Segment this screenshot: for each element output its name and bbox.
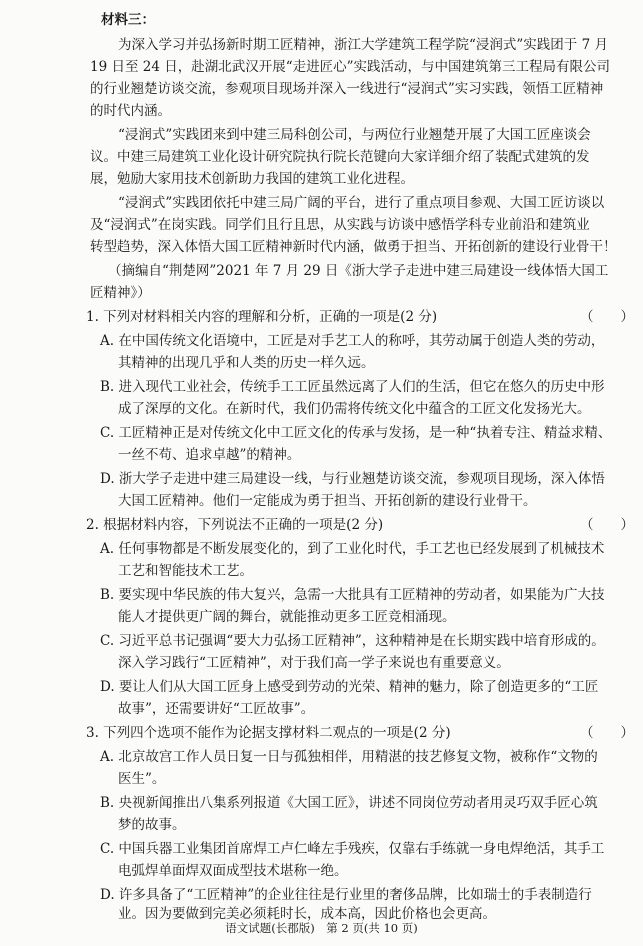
source-citation: 匠精神》）	[90, 285, 151, 301]
paragraph-line: 的行业翘楚访谈交流，参观项目现场并深入一线进行“浸润式”实习实践，领悟工匠精神	[90, 81, 604, 97]
paragraph-line: 19 日至 24 日，赴湖北武汉开展“走进匠心”实践活动，与中国建筑第三工程局有限公司	[90, 59, 611, 75]
paragraph-line: 及“浸润式”在岗实践。同学们且行且思，从实践与访谈中感悟学科专业前沿和建筑业	[90, 217, 590, 233]
option-c: C. 习近平总书记强调“要大力弘扬工匠精神”，这种精神是在长期实践中培育形成的。	[100, 633, 605, 649]
option-d: D. 要让人们从大国工匠身上感受到劳动的光荣、精神的魅力，除了创造更多的“工匠	[100, 679, 599, 695]
option-a: A. 任何事物都是不断发展变化的，到了工业化时代，手工艺也已经发展到了机械技术	[100, 541, 605, 557]
option-b: B. 要实现中华民族的伟大复兴，急需一大批具有工匠精神的劳动者，如果能为广大技	[100, 587, 605, 603]
material-heading: 材料三：	[101, 12, 155, 28]
question-3-stem: 3. 下列四个选项不能作为论据支撑材料二观点的一项是(2 分)	[86, 725, 451, 741]
option-a-cont: 其精神的出现几乎和人类的历史一样久远。	[118, 355, 375, 371]
question-2-stem: 2. 根据材料内容，下列说法不正确的一项是(2 分)	[86, 517, 384, 533]
answer-blank: （ ）	[580, 517, 634, 533]
option-d-cont: 大国工匠精神。他们一定能成为勇于担当、开拓创新的建设行业骨干。	[118, 493, 537, 509]
option-b-cont: 能人才提供更广阔的舞台，就能推动更多工匠竞相涌现。	[118, 609, 456, 625]
option-d: D. 许多具备了“工匠精神”的企业往往是行业里的奢侈品牌，比如瑞士的手表制造行	[100, 887, 592, 903]
option-d: D. 浙大学子走进中建三局建设一线，与行业翘楚访谈交流，参观项目现场，深入体悟	[100, 471, 605, 487]
option-c: C. 中国兵器工业集团首席焊工卢仁峰左手残疾，仅靠右手练就一身电焊绝活，其手工	[100, 841, 605, 857]
page-footer: 语文试题(长郡版) 第 2 页(共 10 页)	[225, 921, 418, 935]
source-citation: （摘编自“荆楚网”2021 年 7 月 29 日《浙大学子走进中建三局建设一线体悟大国工	[108, 263, 609, 279]
option-c-cont: 一丝不苟、追求卓越”的精神。	[118, 447, 301, 463]
option-a: A. 在中国传统文化语境中，工匠是对手艺工人的称呼，其劳动属于创造人类的劳动，	[100, 333, 605, 349]
option-c-cont: 电弧焊单面焊双面成型技术堪称一绝。	[118, 863, 348, 879]
option-b: B. 进入现代工业社会，传统手工工匠虽然远离了人们的生活，但它在悠久的历史中形	[100, 379, 605, 395]
option-b-cont: 梦的故事。	[118, 817, 186, 833]
paragraph-line: “浸润式”实践团依托中建三局广阔的平台，进行了重点项目参观、大国工匠访谈以	[118, 195, 605, 211]
answer-blank: （ ）	[580, 725, 634, 741]
option-a-cont: 医生”。	[118, 771, 166, 787]
option-d-cont: 业。因为要做到完美必须耗时长，成本高，因此价格也会更高。	[118, 906, 496, 922]
option-d-cont: 故事”，还需要讲好“工匠故事”。	[118, 701, 315, 717]
paragraph-line: 的时代内涵。	[90, 103, 171, 119]
option-a: A. 北京故宫工作人员日复一日与孤独相伴，用精湛的技艺修复文物，被称作“文物的	[100, 749, 598, 765]
paragraph-line: 展，勉励大家用技术创新助力我国的建筑工业化进程。	[90, 171, 414, 187]
paragraph-line: 为深入学习并弘扬新时期工匠精神，浙江大学建筑工程学院“浸润式”实践团于 7 月	[118, 37, 608, 53]
option-b-cont: 成了深厚的文化。在新时代，我们仍需将传统文化中蕴含的工匠文化发扬光大。	[118, 401, 591, 417]
option-c: C. 工匠精神正是对传统文化中工匠文化的传承与发扬，是一种“执着专注、精益求精、	[100, 425, 612, 441]
answer-blank: （ ）	[580, 309, 634, 325]
option-b: B. 央视新闻推出八集系列报道《大国工匠》，讲述不同岗位劳动者用灵巧双手匠心筑	[100, 795, 598, 811]
paragraph-line: “浸润式”实践团来到中建三局科创公司，与两位行业翘楚开展了大国工匠座谈会	[118, 127, 591, 143]
paragraph-line: 议。中建三局建筑工业化设计研究院执行院长范键向大家详细介绍了装配式建筑的发	[90, 149, 590, 165]
question-1-stem: 1. 下列对材料相关内容的理解和分析，正确的一项是(2 分)	[86, 309, 438, 325]
option-c-cont: 深入学习践行“工匠精神”，对于我们高一学子来说也有重要意义。	[118, 655, 510, 671]
paragraph-line: 转型趋势，深入体悟大国工匠精神新时代内涵，做勇于担当、开拓创新的建设行业骨干！	[90, 239, 617, 255]
option-a-cont: 工艺和智能技术工艺。	[118, 563, 253, 579]
